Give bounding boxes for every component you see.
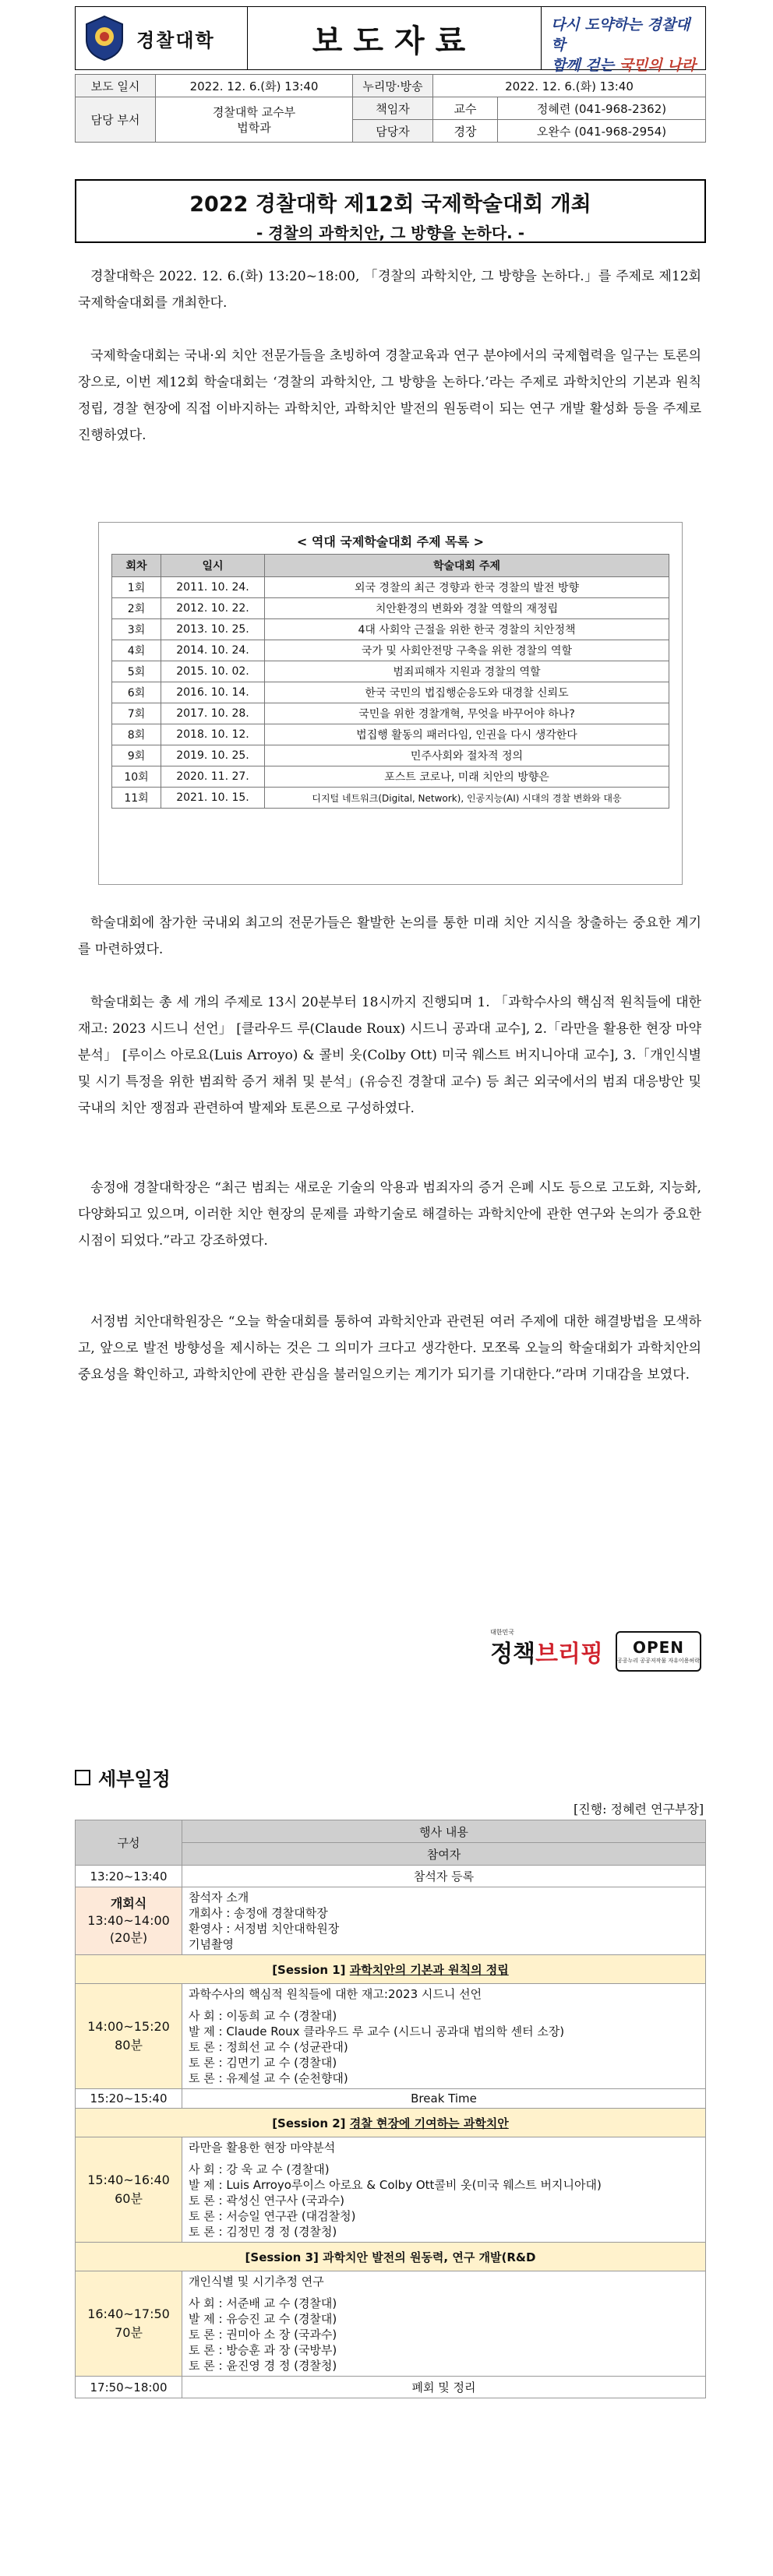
university-logo-block: [76, 7, 247, 69]
session-2-topic: 라만을 활용한 현장 마약분석: [189, 2141, 336, 2155]
kogl-open-logo: [616, 1631, 701, 1672]
release-info-table: [75, 74, 706, 143]
session-3-row: [76, 2271, 706, 2377]
history-cell-date: 2016. 10. 14.: [161, 682, 265, 703]
responsible-value: 정혜련 (041-968-2362): [498, 97, 706, 120]
paragraph-3: 학술대회에 참가한 국내외 최고의 전문가들은 활발한 논의를 통한 미래 치안 지식을 창출하는 중요한 계기를 마련하였다.: [78, 915, 701, 957]
session-2-time-cell: [76, 2137, 182, 2243]
history-col-no: 회차: [112, 555, 161, 577]
history-cell-date: 2018. 10. 12.: [161, 724, 265, 745]
history-cell-topic: 국가 및 사회안전망 구축을 위한 경찰의 역할: [265, 640, 669, 661]
history-table: [111, 554, 669, 809]
schedule-heading-text: 세부일정: [98, 1768, 171, 1790]
session-2-header-row: [76, 2109, 706, 2137]
opening-item: 개회사 : 송정애 경찰대학장: [189, 1906, 328, 1920]
kogl-open-text: OPEN: [632, 1638, 685, 1657]
session-3-person: 토 론 : 방승훈 과 장 (국방부): [189, 2343, 337, 2357]
paragraph-1: 경찰대학은 2022. 12. 6.(화) 13:20~18:00, 「경찰의 과학치안, 그 방향을 논하다.」를 주제로 제12회 국제학술대회를 개최한다.: [78, 269, 701, 311]
session-1-title: 과학치안의 기본과 원칙의 정립: [349, 1962, 509, 1977]
opening-items: [182, 1887, 706, 1955]
history-cell-no: 1회: [112, 577, 161, 598]
history-cell-topic: 법집행 활동의 패러다임, 인권을 다시 생각한다: [265, 724, 669, 745]
history-col-topic: 학술대회 주제: [265, 555, 669, 577]
release-date-value: 2022. 12. 6.(화) 13:40: [156, 75, 353, 97]
history-cell-topic: 4대 사회악 근절을 위한 한국 경찰의 치안정책: [265, 619, 669, 640]
history-cell-no: 9회: [112, 745, 161, 766]
responsible-label: 책임자: [353, 97, 433, 120]
history-cell-date: 2011. 10. 24.: [161, 577, 265, 598]
history-row: [112, 724, 669, 745]
session-1-content: [182, 1984, 706, 2089]
session-3-header-row: [76, 2243, 706, 2271]
history-cell-no: 6회: [112, 682, 161, 703]
opening-item: 환영사 : 서정범 치안대학원장: [189, 1922, 340, 1936]
session-1-person: 발 제 : Claude Roux 클라우드 루 교수 (시드니 공과대 법의학 센터 소장): [189, 2025, 565, 2039]
session-3-person: 토 론 : 윤진영 경 정 (경찰청): [189, 2359, 337, 2373]
schedule-row-closing: [76, 2377, 706, 2398]
session-3-person: 토 론 : 권미아 소 장 (국과수): [189, 2328, 337, 2342]
session-1-time: 14:00~15:20: [87, 2019, 170, 2034]
history-row: [112, 703, 669, 724]
history-cell-no: 5회: [112, 661, 161, 682]
history-cell-topic: 치안환경의 변화와 경찰 역할의 재정립: [265, 598, 669, 619]
paragraph-6: 서정범 치안대학원장은 “오늘 학술대회를 통하여 과학치안과 관련된 여러 주제에 대한 해결방법을 모색하고, 앞으로 발전 방향성을 제시하는 것은 그 의미가 크다고 생각한다. 모쪼록 오늘의 학술대회가 과학치안의 중요성을 확인하고, 과학치안에 관한 관심을 불러일으키는 계기가 되기를 기대한다.”라며 기대감을 보였다.: [78, 1314, 701, 1383]
session-2-content: [182, 2137, 706, 2243]
history-row: [112, 682, 669, 703]
session-3-person: 발 제 : 유승진 교 수 (경찰대): [189, 2312, 337, 2326]
history-col-date: 일시: [161, 555, 265, 577]
session-1-person: 토 론 : 유제설 교 수 (순천향대): [189, 2071, 348, 2085]
slogan-line-2b: 국민의 나라: [619, 57, 696, 74]
schedule-row-break: [76, 2089, 706, 2109]
paragraph-5: 송정애 경찰대학장은 “최근 범죄는 새로운 기술의 악용과 범죄자의 증거 은폐 시도 등으로 고도화, 지능화, 다양화되고 있으며, 이러한 치안 현장의 문제를 과학기술로 해결하는 과학치안에 관한 연구와 논의가 중요한 시점이 되었다.”라고 강조하였다.: [78, 1180, 701, 1249]
history-cell-date: 2012. 10. 22.: [161, 598, 265, 619]
history-caption: < 역대 국제학술대회 주제 목록 >: [296, 534, 485, 549]
schedule-heading: [75, 1764, 171, 1791]
headline: 2022 경찰대학 제12회 국제학술대회 개최: [189, 192, 591, 217]
history-cell-no: 3회: [112, 619, 161, 640]
history-cell-topic: 범죄피해자 지원과 경찰의 역할: [265, 661, 669, 682]
session-1-person: 토 론 : 정희선 교 수 (성균관대): [189, 2040, 348, 2054]
footer-logos: [468, 1628, 701, 1675]
slogan-line-2: [551, 55, 696, 76]
history-cell-topic: 한국 국민의 법집행순응도와 대경찰 신뢰도: [265, 682, 669, 703]
history-cell-date: 2014. 10. 24.: [161, 640, 265, 661]
session-3-duration: 70분: [115, 2325, 143, 2340]
session-2-row: [76, 2137, 706, 2243]
history-cell-date: 2013. 10. 25.: [161, 619, 265, 640]
registration-label: 참석자 등록: [182, 1866, 706, 1887]
history-cell-date: 2020. 11. 27.: [161, 766, 265, 788]
closing-label: 폐회 및 정리: [182, 2377, 706, 2398]
press-header: [75, 6, 706, 74]
session-2-prefix: [Session 2]: [272, 2116, 350, 2130]
session-2-person: 토 론 : 곽성신 연구사 (국과수): [189, 2194, 344, 2208]
session-2-person: 발 제 : Luis Arroyo루이스 아로요 & Colby Ott콜비 옷(미국 웨스트 버지니아대): [189, 2178, 602, 2192]
history-cell-no: 10회: [112, 766, 161, 788]
headline-box: [75, 179, 706, 243]
schedule-col-group: 구성: [76, 1820, 182, 1866]
session-1-prefix: [Session 1]: [272, 1962, 350, 1977]
schedule-moderator-note: [진행: 정혜련 연구부장]: [574, 1802, 704, 1817]
opening-title: 개회식: [110, 1896, 147, 1911]
history-cell-no: 8회: [112, 724, 161, 745]
history-row: [112, 619, 669, 640]
session-3-header: [Session 3] 과학치안 발전의 원동력, 연구 개발(R&D: [76, 2243, 706, 2271]
network-label: 누리망·방송: [353, 75, 433, 97]
in-charge-role: 경장: [433, 120, 498, 143]
session-1-header-row: [76, 1955, 706, 1984]
session-1-topic: 과학수사의 핵심적 원칙들에 대한 재고:2023 시드니 선언: [189, 1987, 482, 2001]
history-box: [98, 522, 683, 885]
police-emblem-icon: [83, 15, 125, 62]
session-1-header: [76, 1955, 706, 1984]
responsible-role: 교수: [433, 97, 498, 120]
history-cell-date: 2021. 10. 15.: [161, 788, 265, 809]
session-1-duration: 80분: [115, 2038, 143, 2053]
session-1-person: 사 회 : 이동희 교 수 (경찰대): [189, 2009, 337, 2023]
history-row: [112, 598, 669, 619]
registration-time: 13:20~13:40: [76, 1866, 182, 1887]
in-charge-value: 오완수 (041-968-2954): [498, 120, 706, 143]
history-row: [112, 766, 669, 788]
session-3-person: 사 회 : 서준배 교 수 (경찰대): [189, 2296, 337, 2310]
session-1-time-cell: [76, 1984, 182, 2089]
session-2-person: 토 론 : 김정민 경 정 (경찰청): [189, 2225, 337, 2239]
paragraph-2: 국제학술대회는 국내·외 치안 전문가들을 초빙하여 경찰교육과 연구 분야에서의 국제협력을 일구는 토론의 장으로, 이번 제12회 학술대회는 ‘경찰의 과학치안, 그 방향을 논하다.’라는 주제로 과학치안의 기본과 원칙 정립, 경찰 현장에 직접 이바지하는 과학치안, 과학치안 발전의 원동력이 되는 연구 개발 활성화 등을 주제로 진행하였다.: [78, 348, 701, 443]
session-3-topic: 개인식별 및 시기추정 연구: [189, 2275, 324, 2289]
slogan: [542, 7, 705, 74]
session-2-duration: 60분: [115, 2191, 143, 2206]
opening-cell: [76, 1887, 182, 1955]
policy-briefing-a: 정책: [490, 1640, 536, 1668]
opening-time: 13:40~14:00: [87, 1913, 170, 1928]
history-cell-topic: 포스트 코로나, 미래 치안의 방향은: [265, 766, 669, 788]
press-release-title: 보도자료: [247, 7, 542, 69]
history-row: [112, 577, 669, 598]
release-date-label: 보도 일시: [76, 75, 156, 97]
session-2-person: 토 론 : 서승일 연구관 (대검찰청): [189, 2209, 356, 2223]
session-3-time-cell: [76, 2271, 182, 2377]
opening-duration: (20분): [109, 1930, 148, 1945]
history-cell-date: 2017. 10. 28.: [161, 703, 265, 724]
session-2-time: 15:40~16:40: [87, 2173, 170, 2187]
slogan-line-2a: 함께 걷는: [551, 57, 619, 74]
history-cell-no: 4회: [112, 640, 161, 661]
session-1-row: [76, 1984, 706, 2089]
schedule-header-row-1: [76, 1820, 706, 1843]
dept-value: 경찰대학 교수부 법학과: [156, 97, 353, 143]
kogl-open-sub: 공공누리 공공저작물 자유이용허락: [617, 1658, 700, 1664]
opening-item: 참석자 소개: [189, 1891, 249, 1905]
schedule-col-event: 행사 내용: [182, 1820, 706, 1843]
session-2-header: [76, 2109, 706, 2137]
history-row: [112, 745, 669, 766]
session-2-title: 경찰 현장에 기여하는 과학치안: [349, 2116, 509, 2130]
history-cell-topic: 민주사회와 절차적 정의: [265, 745, 669, 766]
history-row: [112, 640, 669, 661]
history-cell-no: 2회: [112, 598, 161, 619]
history-cell-no: 11회: [112, 788, 161, 809]
session-3-content: [182, 2271, 706, 2377]
break-time: 15:20~15:40: [76, 2089, 182, 2109]
history-row: [112, 788, 669, 809]
slogan-line-1: 다시 도약하는 경찰대학: [551, 16, 690, 54]
square-bullet-icon: [75, 1770, 90, 1785]
history-cell-date: 2019. 10. 25.: [161, 745, 265, 766]
schedule-col-participants: 참여자: [182, 1843, 706, 1866]
history-cell-no: 7회: [112, 703, 161, 724]
history-cell-date: 2015. 10. 02.: [161, 661, 265, 682]
paragraph-4: 학술대회는 총 세 개의 주제로 13시 20분부터 18시까지 진행되며 1. 「과학수사의 핵심적 원칙들에 대한 재고: 2023 시드니 선언」 [클라우드 루(Claude Roux) 시드니 공과대 교수], 2.「라만을 활용한 현장 마약분석」 [루이스 아로요(Luis Arroyo) & 콜비 옷(Colby Ott) 미국 웨스트 버지니아대 교수], 3.「개인식별 및 시기 특정을 위한 범죄학 증거 채취 및 분석」(유승진 경찰대 교수) 등 최근 외국에서의 범죄 대응방안 및 국내의 치안 쟁점과 관련하여 발제와 토론으로 구성하였다.: [78, 995, 701, 1116]
opening-item: 기념촬영: [189, 1937, 234, 1951]
break-label: Break Time: [182, 2089, 706, 2109]
policy-briefing-logo: [490, 1629, 603, 1669]
schedule-table: [75, 1820, 706, 2398]
dept-label: 담당 부서: [76, 97, 156, 143]
session-1-person: 토 론 : 김면기 교 수 (경찰대): [189, 2056, 337, 2070]
history-cell-topic: 디지털 네트워크(Digital, Network), 인공지능(AI) 시대의 경찰 변화와 대응: [265, 788, 669, 809]
history-cell-topic: 국민을 위한 경찰개혁, 무엇을 바꾸어야 하나?: [265, 703, 669, 724]
history-rows: [112, 577, 669, 809]
schedule-row-registration: [76, 1866, 706, 1887]
policy-briefing-b: 브리핑: [535, 1640, 603, 1668]
session-2-person: 사 회 : 강 욱 교 수 (경찰대): [189, 2162, 330, 2176]
history-header-row: [112, 555, 669, 577]
history-cell-topic: 외국 경찰의 최근 경향과 한국 경찰의 발전 방향: [265, 577, 669, 598]
in-charge-label: 담당자: [353, 120, 433, 143]
closing-time: 17:50~18:00: [76, 2377, 182, 2398]
network-value: 2022. 12. 6.(화) 13:40: [433, 75, 706, 97]
university-name: 경찰대학: [136, 29, 215, 51]
schedule-row-opening: [76, 1887, 706, 1955]
sub-headline: - 경찰의 과학치안, 그 방향을 논하다. -: [256, 224, 525, 242]
session-3-time: 16:40~17:50: [87, 2306, 170, 2321]
history-row: [112, 661, 669, 682]
policy-briefing-small: 대한민국: [490, 1629, 514, 1636]
